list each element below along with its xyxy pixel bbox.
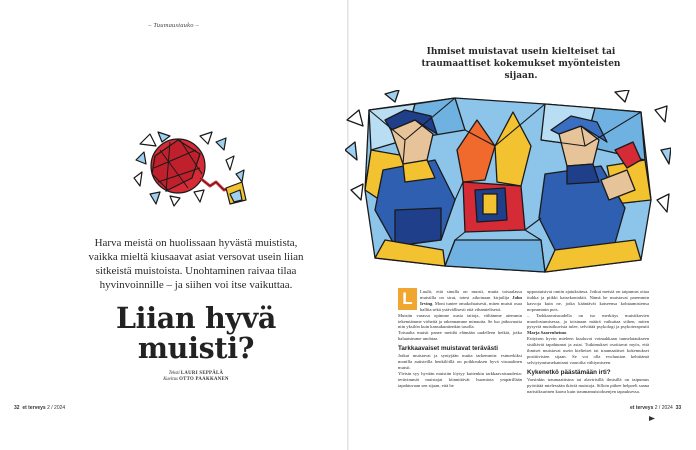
paragraph: Erityisen hyvin mieleen kuuluvat voimakkaan tunnelataukseen sisältävät tapahtumat ja asiat. Tutkimukset osoittavat myös, että ihmiset muistavat usein kielteiset tai traumaattiset kokemukset positiivisten sijaan. Se voi olla evoluution kehittämä selviytymismekanismi vaaroilta välttymiseen. [527, 336, 649, 365]
left-folio [14, 405, 65, 411]
lead-paragraph: Harva meistä on huolissaan hyvästä muistista, vaikka mieltä kiusaavat asiat versovat usein liian sitkeistä muistoista. Unohtaminen raivaa tilaa hyvinvoinnille – ja siihen voi itse vaikuttaa. [88, 237, 304, 291]
continue-arrow-icon [649, 416, 655, 421]
paragraph: Toisaalta muisti panee meidät elämään uudelleen hetkiä, jotka haluaisimme unohtaa. [398, 330, 522, 342]
page-number-right: 33 [675, 405, 682, 411]
issue-left: 2 / 2024 [47, 405, 66, 411]
intro-paragraph [398, 289, 522, 313]
quote-end: . [566, 330, 568, 336]
article-column-2 [527, 289, 649, 395]
text-credit-author: LAURI SEPPÄLÄ [180, 371, 224, 376]
subheading: Tarkkaavaiset muistavat terävästi [398, 345, 498, 353]
yarn-ball-illustration [130, 130, 248, 208]
issue-right: 2 / 2024 [654, 405, 673, 411]
paragraph: Yleisin syy hyvään muistiin löytyy kuitenkin tarkkaavaisuudesta: terävimmät muistajat kiinnittävät huomiota ympärillään tapahtuvaan sen sijaan, että he [398, 370, 522, 388]
paragraph: Muistin varassa opimme uusia taitoja, vältämme aiemmin tekemiämme virheitä ja rakennamme minuutta. Se luo jatkuvuutta niin yksilön kuin kansakuntienkin tasolla. [398, 312, 522, 330]
quoted-author: John Irving [420, 294, 522, 306]
quote-text: – Tarkkaavaisuudella on iso merkitys muistikuvien muodostumisessa, ja toisinaan määrä vaikuttaa siihen, miten pysyviä muistikuvista tulee, selvittää psykologi ja psykoterapeutti [527, 312, 649, 330]
brand-left: et terveys [22, 405, 46, 411]
expert-name: Marja Saarenheimo [527, 330, 567, 336]
drop-cap: L [398, 288, 417, 310]
subheading: Kykenetkö päästämään irti? [527, 368, 611, 376]
page-number-left: 32 [14, 405, 20, 411]
paragraph: uppoutuisivat omiin ajatuksiinsa. Jotkut meistä on taipumus ottaa tiukka ja piikki katsekontaktit. Nämä he muistavat paremmin kasvoja kuin ne, jotka kääntävät katseensa kohtaamistensa nopeammin pois. [527, 289, 649, 312]
paragraph: Varsinkin traumaattisina tai alavirisillä ilmisillä on taipumus pyörittää mielessään ikäviä muistoja. Silloin pitkee helpoeli saana naristiksurinen kaava kuin traumamuistoksenjen tapauksessa. [527, 376, 649, 394]
illustration-credit-author: OTTO PAAKKANEN [179, 377, 229, 383]
paragraph: Jotkut muistavat ja syntyjään muita tarkemmin: esimerkiksi monilla autisteilla henkilöillä on poikkeuksen hyvä visuaalinen muisti. [398, 353, 522, 370]
title-line-1: Liian hyvä [115, 301, 277, 335]
section-tag: – Tuumaustauko – [148, 22, 199, 29]
intro-text: Luulit, että sinulla on muisti, mutta toisaalassa muistilla on sirut, totesi aikoinaan kirjailija [420, 289, 522, 300]
byline [86, 371, 306, 384]
title-line-2: muisti? [137, 331, 255, 365]
pull-quote: Ihmiset muistavat usein kielteiset tai traumaattiset kokemukset myönteisten sijaan. [421, 47, 621, 81]
text-credit-label: Teksti [168, 371, 180, 376]
intro-text-rest: . Moni tuntee omakohtaisesti, miten muisti osaa hallita sekä ystävällisesti että vihamielisesti. [420, 300, 522, 312]
right-folio [630, 405, 681, 411]
article-title [86, 303, 306, 363]
stained-glass-illustration [345, 90, 671, 276]
quote-paragraph [527, 313, 649, 337]
illustration-credit-label: Kuvitus [163, 377, 178, 383]
article-column-1 [398, 289, 522, 389]
brand-right: et terveys [630, 405, 654, 411]
